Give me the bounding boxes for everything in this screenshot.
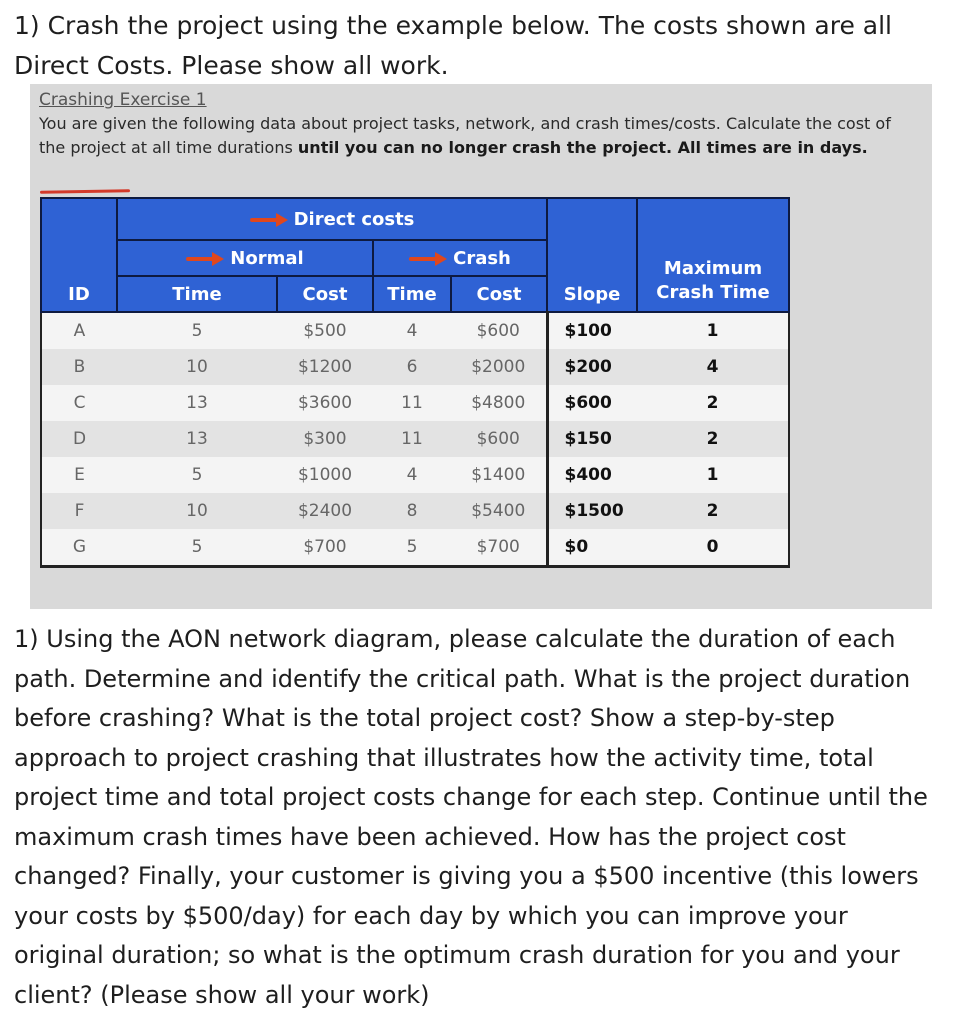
cell-max-crash: 4: [637, 349, 789, 385]
cell-id: C: [41, 385, 117, 421]
cell-max-crash: 1: [637, 312, 789, 349]
table-row: [41, 385, 789, 421]
cell-id: F: [41, 493, 117, 529]
cell-crash-cost: $600: [451, 421, 547, 457]
cell-slope: $0: [547, 529, 637, 567]
red-arrow-icon: [250, 215, 288, 225]
cell-normal-cost: $300: [277, 421, 373, 457]
cell-crash-time: 4: [373, 457, 451, 493]
crash-header: Crash: [373, 240, 547, 276]
cell-id: D: [41, 421, 117, 457]
cell-max-crash: 2: [637, 385, 789, 421]
cell-crash-time: 4: [373, 312, 451, 349]
col-header-crash-time: Time: [373, 276, 451, 312]
cell-max-crash: 1: [637, 457, 789, 493]
red-arrow-icon: [186, 254, 224, 264]
cell-crash-cost: $1400: [451, 457, 547, 493]
cell-max-crash: 0: [637, 529, 789, 567]
cell-slope: $150: [547, 421, 637, 457]
cell-normal-time: 13: [117, 385, 277, 421]
cell-crash-cost: $600: [451, 312, 547, 349]
cell-crash-cost: $700: [451, 529, 547, 567]
col-header-slope: Slope: [547, 198, 637, 312]
cell-crash-time: 5: [373, 529, 451, 567]
table-row: [41, 493, 789, 529]
exercise-description-bold: until you can no longer crash the project. All times are in days.: [297, 138, 868, 157]
cell-slope: $400: [547, 457, 637, 493]
table-row: [41, 349, 789, 385]
red-arrow-icon: [409, 254, 447, 264]
cell-normal-time: 13: [117, 421, 277, 457]
table-row: [41, 312, 789, 349]
intro-text: 1) Crash the project using the example below. The costs shown are all Direct Costs. Please show all work.: [14, 11, 892, 80]
crash-data-table: [40, 197, 790, 568]
table-body: [41, 312, 789, 567]
col-header-normal-cost: Cost: [277, 276, 373, 312]
exercise-description: [39, 112, 919, 160]
cell-crash-time: 11: [373, 421, 451, 457]
cell-normal-time: 5: [117, 457, 277, 493]
cell-max-crash: 2: [637, 493, 789, 529]
cell-id: A: [41, 312, 117, 349]
cell-crash-cost: $2000: [451, 349, 547, 385]
cell-slope: $600: [547, 385, 637, 421]
normal-header: Normal: [117, 240, 373, 276]
col-header-id: ID: [41, 198, 117, 312]
col-header-crash-cost: Cost: [451, 276, 547, 312]
red-highlight-line: [40, 189, 130, 194]
direct-costs-header: Direct costs: [117, 198, 547, 240]
cell-normal-cost: $1200: [277, 349, 373, 385]
table-row: [41, 421, 789, 457]
col-header-normal-time: Time: [117, 276, 277, 312]
cell-normal-cost: $3600: [277, 385, 373, 421]
cell-max-crash: 2: [637, 421, 789, 457]
cell-crash-cost: $4800: [451, 385, 547, 421]
exercise-description-plain: You are given the following data about project tasks, network, and crash times/costs. Calculate the cost of the project at all time durations: [39, 114, 891, 157]
table-row: [41, 457, 789, 493]
cell-crash-time: 6: [373, 349, 451, 385]
cell-normal-time: 5: [117, 312, 277, 349]
cell-normal-time: 10: [117, 349, 277, 385]
cell-normal-cost: $500: [277, 312, 373, 349]
exercise-image: [30, 84, 932, 609]
cell-id: B: [41, 349, 117, 385]
cell-normal-time: 10: [117, 493, 277, 529]
col-header-max-crash: Maximum Crash Time: [637, 198, 789, 312]
cell-slope: $1500: [547, 493, 637, 529]
cell-crash-time: 8: [373, 493, 451, 529]
table-row: [41, 529, 789, 567]
cell-slope: $200: [547, 349, 637, 385]
exercise-title: Crashing Exercise 1: [39, 90, 207, 110]
cell-id: E: [41, 457, 117, 493]
header-row-1: [41, 198, 789, 240]
cell-crash-time: 11: [373, 385, 451, 421]
cell-normal-cost: $1000: [277, 457, 373, 493]
cell-normal-cost: $700: [277, 529, 373, 567]
cell-normal-cost: $2400: [277, 493, 373, 529]
cell-id: G: [41, 529, 117, 567]
question-text: 1) Using the AON network diagram, please calculate the duration of each path. Determine and identify the critical path. What is the project duration before crashing? What is the total project cost? Show a step-by-step approach to project crashing that illustrates how the activity time, total project time and total project costs change for each step. Continue until the maximum crash times have been achieved. How has the project cost changed? Finally, your customer is giving you a $500 incentive (this lowers your costs by $500/day) for each day by which you can improve your original duration; so what is the optimum crash duration for you and your client? (Please show all your work): [14, 625, 928, 1009]
cell-normal-time: 5: [117, 529, 277, 567]
cell-slope: $100: [547, 312, 637, 349]
cell-crash-cost: $5400: [451, 493, 547, 529]
